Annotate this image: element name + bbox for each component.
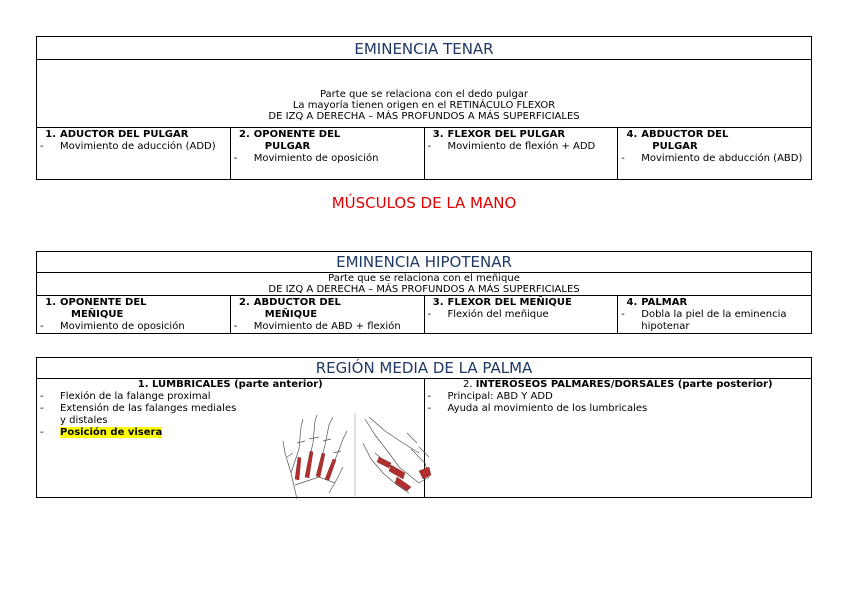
main-title: MÚSCULOS DE LA MANO <box>331 194 517 212</box>
tenar-col-3 <box>424 128 618 180</box>
hand-lumbricales-illustration <box>279 413 437 499</box>
tenar-col-3-item: - Movimiento de flexión + ADD <box>425 141 618 153</box>
lumbricales-item-1: - Flexión de la falange proximal <box>37 391 424 403</box>
tenar-intro-line-3: DE IZQ A DERECHA – MÁS PROFUNDOS A MÁS SUPERFICIALES <box>268 111 580 122</box>
hipotenar-col-2 <box>230 296 424 334</box>
palma-title: REGIÓN MEDIA DE LA PALMA <box>37 358 812 379</box>
tenar-col-2-head: 2. OPONENTE DEL PULGAR <box>238 129 341 152</box>
lumbricales-item-3: - Posición de visera <box>37 427 424 439</box>
hipotenar-table <box>36 251 812 334</box>
tenar-title: EMINENCIA TENAR <box>37 37 812 60</box>
hipotenar-col-3-item: - Flexión del meñique <box>425 309 618 321</box>
tenar-col-2-item: - Movimiento de oposición <box>231 153 424 165</box>
hipotenar-col-2-head: 2. ABDUCTOR DEL MEÑIQUE <box>238 297 341 320</box>
tenar-col-1 <box>37 128 231 180</box>
hipotenar-col-4-item: - Dobla la piel de la eminencia hipotenar <box>618 309 811 333</box>
tenar-col-3-head: 3. FLEXOR DEL PULGAR <box>432 129 566 140</box>
hipotenar-title: EMINENCIA HIPOTENAR <box>37 252 812 273</box>
hipotenar-col-1-item: - Movimiento de oposición <box>37 321 230 333</box>
hipotenar-col-1 <box>37 296 231 334</box>
tenar-col-1-head: 1. ADUCTOR DEL PULGAR <box>45 129 189 140</box>
hipotenar-col-4-head: 4. PALMAR <box>626 297 688 308</box>
tenar-intro-line-1: Parte que se relaciona con el dedo pulgar <box>319 89 529 100</box>
lumbricales-item-2: - Extensión de las falanges mediales y distales <box>37 403 424 427</box>
hipotenar-intro-line-2: DE IZQ A DERECHA – MÁS PROFUNDOS A MÁS SUPERFICIALES <box>268 284 580 295</box>
hipotenar-col-3-head: 3. FLEXOR DEL MEÑIQUE <box>432 297 572 308</box>
lumbricales-heading: 1. LUMBRICALES (parte anterior) <box>137 379 323 390</box>
hipotenar-intro-line-1: Parte que se relaciona con el meñique <box>328 273 520 284</box>
interoseos-heading: 2. INTERÓSEOS PALMARES/DORSALES (parte posterior) <box>462 379 773 390</box>
lumbricales-cell <box>37 379 425 498</box>
hipotenar-intro <box>37 273 812 296</box>
hipotenar-col-3 <box>424 296 618 334</box>
palma-table <box>36 357 812 498</box>
tenar-col-1-item: - Movimiento de aducción (ADD) <box>37 141 230 153</box>
tenar-table <box>36 36 812 180</box>
interoseos-item-1: - Principal: ABD Y ADD <box>425 391 812 403</box>
tenar-col-2 <box>230 128 424 180</box>
tenar-col-4-head: 4. ABDUCTOR DEL PULGAR <box>626 129 729 152</box>
interoseos-cell <box>424 379 812 498</box>
tenar-col-4-item: - Movimiento de abducción (ABD) <box>618 153 811 165</box>
tenar-col-4 <box>618 128 812 180</box>
tenar-intro-line-2: La mayoría tienen origen en el RETINÁCULO FLEXOR <box>292 100 556 111</box>
hipotenar-col-2-item: - Movimiento de ABD + flexión <box>231 321 424 333</box>
hipotenar-col-4 <box>618 296 812 334</box>
hipotenar-col-1-head: 1. OPONENTE DEL MEÑIQUE <box>45 297 147 320</box>
interoseos-item-2: - Ayuda al movimiento de los lumbricales <box>425 403 812 415</box>
tenar-intro <box>37 60 812 128</box>
